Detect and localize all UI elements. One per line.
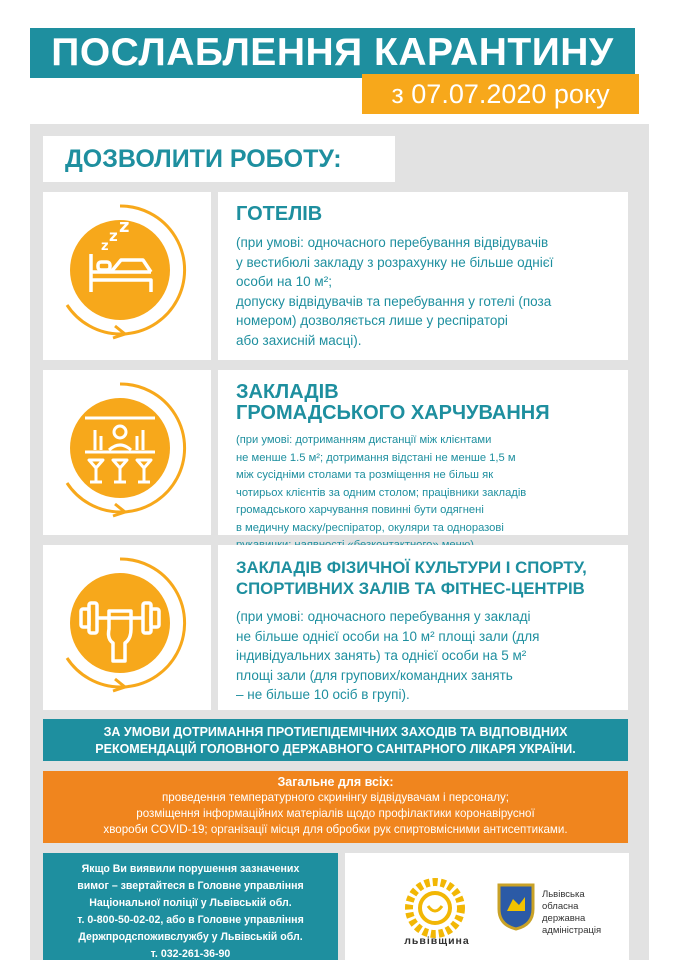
general-block [43, 771, 628, 843]
lvivshchyna-logo-icon [400, 873, 470, 943]
administration-logo-text: Львівська обласна державна адміністрація [542, 889, 602, 936]
lvivshchyna-logo-text: львівщина [404, 935, 470, 947]
general-heading: Загальне для всіх: [277, 775, 394, 789]
catering-card [218, 370, 628, 535]
bar-counter-icon [43, 370, 211, 535]
sport-heading: ЗАКЛАДІВ ФІЗИЧНОЇ КУЛЬТУРИ І СПОРТУ, СПОРТИВНИХ ЗАЛІВ ТА ФІТНЕС-ЦЕНТРІВ [236, 558, 587, 598]
catering-text: (при умові: дотриманням дистанції між клієнтами не менше 1.5 м²; дотримання відстані не менше 1,5 м між сусідніми столами та розміщення не більш як чотирьох клієнтів за одним столом; працівники закладів громадського харчування повинні бути одягнені в медичну маску/респіратор, окуляри та одноразові [236, 434, 527, 534]
hotel-text: (при умові: одночасного перебування відвідувачів у вестибюлі закладу з розрахунку не більше однієї особи на 10 м²; допуску відвідувачів та перебування у готелі (поза номером) дозволяється лише у респіраторі або захисній масці). [236, 235, 554, 348]
date-badge: з 07.07.2020 року [362, 74, 639, 114]
catering-heading: ЗАКЛАДІВ ГРОМАДСЬКОГО ХАРЧУВАННЯ [236, 381, 550, 424]
svg-text:z: z [119, 216, 130, 237]
section-heading: ДОЗВОЛИТИ РОБОТУ: [43, 136, 395, 182]
sport-card [218, 545, 628, 710]
page-title: ПОСЛАБЛЕННЯ КАРАНТИНУ [30, 28, 635, 78]
sport-text: (при умові: одночасного перебування у закладі не більше однієї особи на 10 м² площі зали (для індивідуальних занять) та однієї особи на 5 м² площі зали (для групових/командних занять – не більше 10 осіб в групі). [236, 609, 540, 702]
hotel-card [218, 192, 628, 360]
sport-icon-box [43, 545, 211, 710]
hotel-heading: ГОТЕЛІВ [236, 203, 323, 225]
hotel-icon-box [43, 192, 211, 360]
contact-info: Якщо Ви виявили порушення зазначених вимог – звертайтеся в Головне управління Національної поліції у Львівській обл. т. 0-800-50-02-02, або в Головне управління Держпродспоживслужбу у Львівській обл. т. 032-261-36-90 [43, 853, 338, 960]
svg-text:z: z [101, 239, 109, 254]
coat-of-arms-icon [495, 881, 537, 931]
hotel-bed-icon [43, 192, 211, 360]
svg-text:z: z [109, 227, 118, 245]
general-text: проведення температурного скринінгу відвідувачам і персоналу; розміщення інформаційних матеріалів щодо профілактики коронавірусної хвороби COVID-19; організації місця для обробки рук спиртовмісними антисептиками. [103, 791, 568, 836]
logos-area [345, 853, 629, 960]
catering-icon-box [43, 370, 211, 535]
dumbbell-icon [43, 545, 211, 710]
condition-banner: ЗА УМОВИ ДОТРИМАННЯ ПРОТИЕПІДЕМІЧНИХ ЗАХОДІВ ТА ВІДПОВІДНИХ РЕКОМЕНДАЦІЙ ГОЛОВНОГО ДЕРЖАВНОГО САНІТАРНОГО ЛІКАРЯ УКРАЇНИ. [43, 719, 628, 761]
